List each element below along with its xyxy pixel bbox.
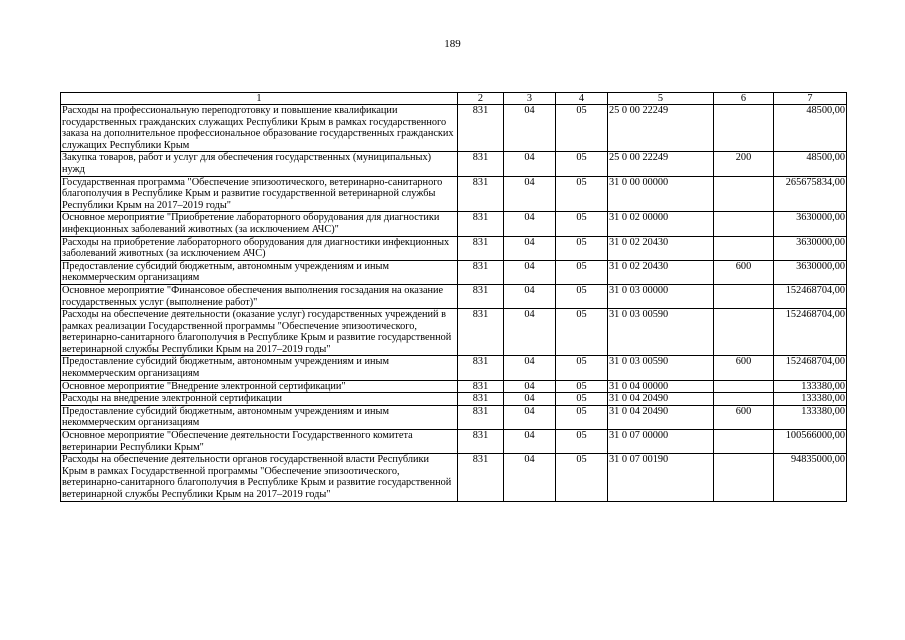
row-admin-code: 831	[458, 105, 504, 152]
row-subsection: 05	[556, 454, 608, 501]
row-name: Основное мероприятие "Финансовое обеспечения выполнения госзадания на оказание государственных услуг (выполнение работ)"	[61, 284, 458, 308]
row-section: 04	[504, 284, 556, 308]
row-subsection: 05	[556, 356, 608, 380]
row-expense-type: 200	[714, 152, 774, 176]
row-name: Предоставление субсидий бюджетным, автономным учреждениям и иным некоммерческим организациям	[61, 356, 458, 380]
row-target-code: 31 0 03 00000	[608, 284, 714, 308]
row-subsection: 05	[556, 405, 608, 429]
row-subsection: 05	[556, 380, 608, 393]
row-target-code: 25 0 00 22249	[608, 105, 714, 152]
row-expense-type	[714, 309, 774, 356]
row-target-code: 31 0 04 20490	[608, 393, 714, 406]
row-name: Расходы на внедрение электронной сертификации	[61, 393, 458, 406]
table-row	[61, 236, 847, 260]
budget-table	[60, 92, 847, 502]
row-name: Предоставление субсидий бюджетным, автономным учреждениям и иным некоммерческим организациям	[61, 260, 458, 284]
table-row	[61, 430, 847, 454]
row-amount: 133380,00	[774, 380, 847, 393]
row-subsection: 05	[556, 284, 608, 308]
row-target-code: 31 0 02 00000	[608, 212, 714, 236]
column-header-3: 3	[504, 93, 556, 105]
row-amount: 152468704,00	[774, 356, 847, 380]
table-row	[61, 356, 847, 380]
row-expense-type	[714, 212, 774, 236]
row-target-code: 31 0 02 20430	[608, 236, 714, 260]
row-expense-type	[714, 430, 774, 454]
row-target-code: 31 0 07 00000	[608, 430, 714, 454]
row-subsection: 05	[556, 212, 608, 236]
page-number: 189	[444, 38, 461, 50]
row-name: Государственная программа "Обеспечение эпизоотического, ветеринарно-санитарного благополучия в Республике Крым и развитие государственной ветеринарной службы Республики Крым на 2017–2019 годы"	[61, 176, 458, 212]
table-row	[61, 152, 847, 176]
row-name: Закупка товаров, работ и услуг для обеспечения государственных (муниципальных) нужд	[61, 152, 458, 176]
row-section: 04	[504, 152, 556, 176]
row-expense-type	[714, 176, 774, 212]
row-section: 04	[504, 105, 556, 152]
table-row	[61, 380, 847, 393]
row-subsection: 05	[556, 393, 608, 406]
column-header-1: 1	[61, 93, 458, 105]
row-amount: 3630000,00	[774, 212, 847, 236]
row-admin-code: 831	[458, 236, 504, 260]
row-target-code: 31 0 04 20490	[608, 405, 714, 429]
row-target-code: 31 0 00 00000	[608, 176, 714, 212]
row-admin-code: 831	[458, 309, 504, 356]
row-subsection: 05	[556, 176, 608, 212]
table-row	[61, 393, 847, 406]
row-admin-code: 831	[458, 356, 504, 380]
table-row	[61, 405, 847, 429]
row-name: Основное мероприятие "Приобретение лабораторного оборудования для диагностики инфекционных заболеваний животных (за исключением АЧС)"	[61, 212, 458, 236]
row-section: 04	[504, 212, 556, 236]
row-target-code: 31 0 02 20430	[608, 260, 714, 284]
row-amount: 152468704,00	[774, 284, 847, 308]
row-admin-code: 831	[458, 430, 504, 454]
table-row	[61, 284, 847, 308]
table-row	[61, 309, 847, 356]
row-section: 04	[504, 380, 556, 393]
row-admin-code: 831	[458, 380, 504, 393]
row-section: 04	[504, 430, 556, 454]
row-section: 04	[504, 454, 556, 501]
row-subsection: 05	[556, 236, 608, 260]
row-admin-code: 831	[458, 212, 504, 236]
row-admin-code: 831	[458, 454, 504, 501]
row-admin-code: 831	[458, 260, 504, 284]
row-subsection: 05	[556, 309, 608, 356]
row-section: 04	[504, 176, 556, 212]
row-name: Расходы на приобретение лабораторного оборудования для диагностики инфекционных заболеваний животных (за исключением АЧС)	[61, 236, 458, 260]
row-subsection: 05	[556, 105, 608, 152]
row-subsection: 05	[556, 430, 608, 454]
table-header-row	[61, 93, 847, 105]
column-header-7: 7	[774, 93, 847, 105]
row-name: Расходы на обеспечение деятельности (оказание услуг) государственных учреждений в рамках реализации Государственной программы "Обеспечение эпизоотического, ветеринарно-санитарного благополучия в Республике Крым и развитие государственной ветеринарной службы Республики Крым на 2017–2019 годы"	[61, 309, 458, 356]
row-target-code: 25 0 00 22249	[608, 152, 714, 176]
row-name: Расходы на профессиональную переподготовку и повышение квалификации государственных гражданских служащих Республики Крым в рамках государственного заказа на дополнительное профессиональное образование государственных гражданских служащих Республики Крым	[61, 105, 458, 152]
column-header-4: 4	[556, 93, 608, 105]
row-name: Основное мероприятие "Обеспечение деятельности Государственного комитета ветеринарии Республики Крым"	[61, 430, 458, 454]
row-subsection: 05	[556, 260, 608, 284]
column-header-6: 6	[714, 93, 774, 105]
row-target-code: 31 0 03 00590	[608, 356, 714, 380]
row-admin-code: 831	[458, 152, 504, 176]
row-amount: 48500,00	[774, 105, 847, 152]
row-amount: 265675834,00	[774, 176, 847, 212]
row-target-code: 31 0 03 00590	[608, 309, 714, 356]
row-subsection: 05	[556, 152, 608, 176]
row-admin-code: 831	[458, 405, 504, 429]
row-amount: 3630000,00	[774, 260, 847, 284]
row-expense-type	[714, 284, 774, 308]
row-admin-code: 831	[458, 393, 504, 406]
row-expense-type: 600	[714, 356, 774, 380]
row-amount: 3630000,00	[774, 236, 847, 260]
row-target-code: 31 0 07 00190	[608, 454, 714, 501]
column-header-2: 2	[458, 93, 504, 105]
row-name: Предоставление субсидий бюджетным, автономным учреждениям и иным некоммерческим организациям	[61, 405, 458, 429]
row-expense-type: 600	[714, 405, 774, 429]
row-amount: 100566000,00	[774, 430, 847, 454]
row-amount: 48500,00	[774, 152, 847, 176]
row-section: 04	[504, 356, 556, 380]
row-name: Расходы на обеспечение деятельности органов государственной власти Республики Крым в рамках Государственной программы "Обеспечение эпизоотического, ветеринарно-санитарного благополучия в Республике Крым и развитие государственной ветеринарной службы Республики Крым на 2017–2019 годы"	[61, 454, 458, 501]
row-amount: 94835000,00	[774, 454, 847, 501]
row-expense-type	[714, 454, 774, 501]
row-expense-type: 600	[714, 260, 774, 284]
row-amount: 133380,00	[774, 405, 847, 429]
row-expense-type	[714, 105, 774, 152]
column-header-5: 5	[608, 93, 714, 105]
row-admin-code: 831	[458, 284, 504, 308]
table-row	[61, 260, 847, 284]
row-expense-type	[714, 393, 774, 406]
row-amount: 152468704,00	[774, 309, 847, 356]
row-section: 04	[504, 393, 556, 406]
row-admin-code: 831	[458, 176, 504, 212]
table-row	[61, 176, 847, 212]
row-expense-type	[714, 236, 774, 260]
table-row	[61, 454, 847, 501]
row-section: 04	[504, 309, 556, 356]
row-section: 04	[504, 260, 556, 284]
row-target-code: 31 0 04 00000	[608, 380, 714, 393]
row-expense-type	[714, 380, 774, 393]
table-row	[61, 105, 847, 152]
table-row	[61, 212, 847, 236]
row-section: 04	[504, 236, 556, 260]
row-section: 04	[504, 405, 556, 429]
row-name: Основное мероприятие "Внедрение электронной сертификации"	[61, 380, 458, 393]
row-amount: 133380,00	[774, 393, 847, 406]
